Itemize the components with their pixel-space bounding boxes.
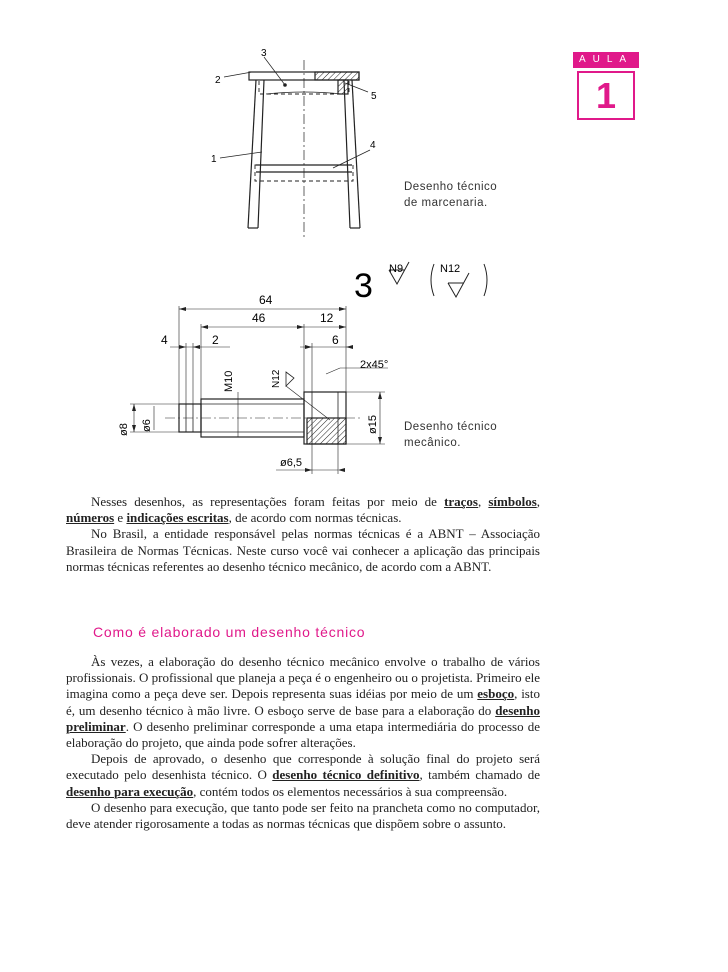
callout-3: 3 xyxy=(261,48,267,59)
dim-6: 6 xyxy=(332,333,339,347)
section-text xyxy=(66,654,540,832)
dim-dia15: ø15 xyxy=(367,415,379,434)
caption-mecanico-line1: Desenho técnico xyxy=(404,421,498,433)
dim-dia65: ø6,5 xyxy=(280,457,303,469)
dim-dia6: ø6 xyxy=(141,419,153,432)
intro-text xyxy=(66,494,540,575)
dim-n12: N12 xyxy=(271,369,282,388)
caption-marcenaria-line2: de marcenaria. xyxy=(404,197,488,209)
surface-finish-symbols xyxy=(389,262,487,297)
term-esboco: esboço xyxy=(477,686,515,702)
finish-n9: N9 xyxy=(389,263,404,275)
callout-5: 5 xyxy=(371,91,377,102)
caption-mecanico xyxy=(404,419,497,451)
term-desenho-execucao: desenho para execução xyxy=(66,783,194,799)
dim-dia8: ø8 xyxy=(118,423,130,436)
dim-64: 64 xyxy=(259,293,273,307)
dim-46: 46 xyxy=(252,311,266,325)
caption-marcenaria xyxy=(404,179,497,211)
dim-thread: M10 xyxy=(223,370,235,392)
section-title: Como é elaborado um desenho técnico xyxy=(93,624,366,640)
paragraph-5: O desenho para execução, que tanto pode ser feito na prancheta como no computador, deve atender rigorosamente a todas as normas técnicas que dispõem sobre o assunto. xyxy=(66,799,540,832)
term-desenho-definitivo: desenho técnico definitivo xyxy=(272,767,420,783)
finish-grade: 3 xyxy=(354,267,373,305)
paragraph-3: Às vezes, a elaboração do desenho técnico mecânico envolve o trabalho de vários profissionais. O profissional que planeja a peça é o engenheiro ou o projetista. Primeiro ele imagina como a peça deve ser. Depois representa suas idéias por meio de um esboço, isto é, um desenho técnico à mão livre. O esboço serve de base para a elaboração do desenho preliminar. O desenho preliminar corresponde a uma etapa intermediária do processo de elaboração do projeto, que ainda pode sofrer alterações. xyxy=(66,654,540,751)
term-numeros: números xyxy=(66,510,115,526)
callout-4: 4 xyxy=(370,140,376,151)
aula-label: AULA xyxy=(573,52,639,68)
callout-2: 2 xyxy=(215,75,221,86)
paragraph-2: No Brasil, a entidade responsável pelas normas técnicas é a ABNT – Associação Brasileira de Normas Técnicas. Neste curso você vai conhecer a aplicação das principais normas técnicas referentes ao desenho técnico mecânico, de acordo com a ABNT. xyxy=(66,526,540,574)
finish-n12: N12 xyxy=(440,263,461,275)
paragraph-4: Depois de aprovado, o desenho que corresponde à solução final do projeto será executado pelo desenhista técnico. O desenho técnico definitivo, também chamado de desenho para execução, contém todos os elementos necessários à sua compreensão. xyxy=(66,751,540,799)
term-tracos: traços xyxy=(444,494,478,509)
callout-1: 1 xyxy=(211,154,217,165)
dimension-arrows xyxy=(132,307,382,472)
term-desenho-preliminar: desenho preliminar xyxy=(66,702,540,734)
dim-4: 4 xyxy=(161,333,168,347)
aula-number: 1 xyxy=(577,71,635,120)
seat-section-hatch xyxy=(315,72,359,80)
term-simbolos: símbolos xyxy=(488,494,537,509)
caption-mecanico-line2: mecânico. xyxy=(404,437,461,449)
stool-drawing xyxy=(220,57,370,240)
dim-chamfer: 2x45° xyxy=(360,359,389,371)
dim-2: 2 xyxy=(212,333,219,347)
dim-12: 12 xyxy=(320,311,334,325)
term-indicacoes: indicações escritas xyxy=(126,510,229,526)
mechanical-part-drawing xyxy=(130,306,388,474)
paragraph-1: Nesses desenhos, as representações foram feitas por meio de traços, símbolos, números e indicações escritas, de acordo com normas técnicas. xyxy=(66,494,541,526)
caption-marcenaria-line1: Desenho técnico xyxy=(404,181,498,193)
